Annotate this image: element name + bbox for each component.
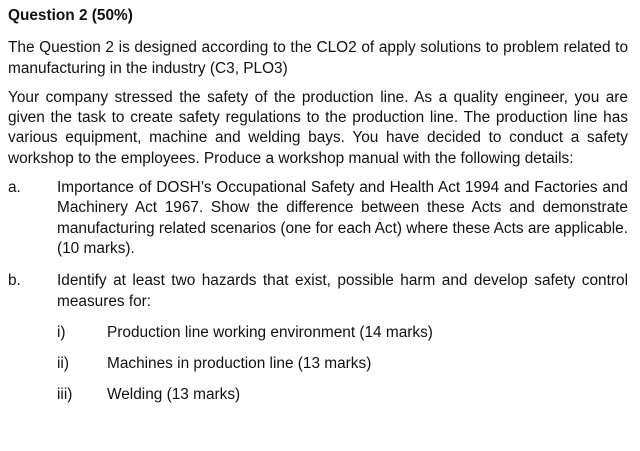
scenario-paragraph: Your company stressed the safety of the production line. As a quality engineer, you are given the task to create safety regulations to the production line. The production line has various equipment, machine and welding bays. You have decided to conduct a safety workshop to the employees. Produce a workshop manual with the following details:	[8, 88, 628, 167]
item-body	[57, 271, 628, 405]
sub-item-marker: iii)	[57, 386, 73, 404]
sub-item-text: Machines in production line (13 marks)	[107, 355, 372, 373]
sub-item-text: Production line working environment (14 marks)	[107, 323, 433, 341]
intro-paragraph: The Question 2 is designed according to the CLO2 of apply solutions to problem related to manufacturing in the industry (C3, PLO3)	[8, 39, 628, 77]
sub-item-marker: ii)	[57, 355, 69, 373]
sub-item-text: Welding (13 marks)	[107, 386, 241, 404]
sub-item-marker: i)	[57, 323, 66, 341]
item-text: Identify at least two hazards that exist, possible harm and develop safety control measures for:	[57, 272, 628, 310]
list-item-a	[8, 178, 628, 259]
question-heading: Question 2 (50%)	[8, 7, 133, 24]
item-marker: a.	[8, 179, 21, 197]
sub-item	[57, 385, 628, 405]
item-marker: b.	[8, 272, 21, 290]
item-text: Importance of DOSH’s Occupational Safety and Health Act 1994 and Factories and Machinery Act 1967. Show the difference between these Acts and demonstrate manufacturing related scenarios (one for each Act) where these Acts are applicable. (10 marks).	[57, 179, 628, 257]
sub-item	[57, 354, 628, 374]
sub-item	[57, 323, 628, 343]
list-item-b	[8, 271, 628, 405]
